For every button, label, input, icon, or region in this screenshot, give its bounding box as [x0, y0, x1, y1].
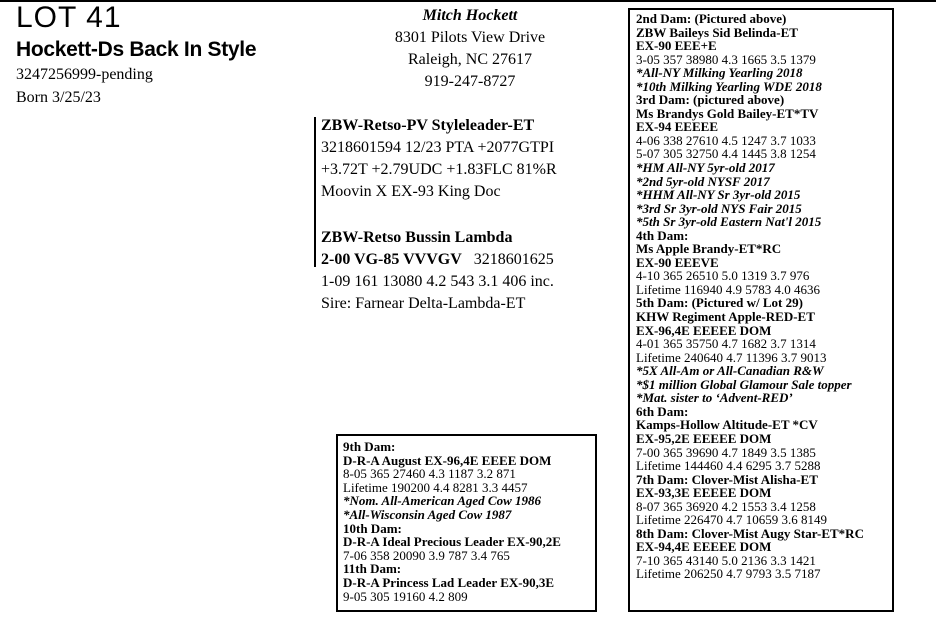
- dam-classification-line: [321, 249, 621, 271]
- pedigree-line: 9th Dam:: [343, 439, 396, 454]
- pedigree-line: 11th Dam:: [343, 561, 402, 577]
- pedigree-line: 7-06 358 20090 3.9 787 3.4 765: [343, 547, 510, 563]
- consignor-phone: 919-247-8727: [424, 73, 516, 90]
- top-rule: [0, 0, 936, 2]
- pedigree-line: *HM All-NY 5yr-old 2017: [636, 160, 775, 176]
- sire-pedigree-line: Moovin X EX-93 King Doc: [321, 183, 501, 200]
- pedigree-line: *Nom. All-American Aged Cow 1986: [343, 493, 542, 509]
- pedigree-line: 2nd Dam: (Pictured above): [636, 11, 787, 26]
- pedigree-line: *Mat. sister to ‘Advent-RED’: [636, 390, 793, 406]
- pedigree-line: 9-05 305 19160 4.2 809: [343, 588, 468, 604]
- dam-record: 1-09 161 13080 4.2 543 3.1 406 inc.: [321, 273, 554, 290]
- pedigree-line: 8th Dam: Clover-Mist Augy Star-ET*RC: [636, 525, 864, 541]
- pedigree-line: 6th Dam:: [636, 403, 689, 419]
- dam-sire: Sire: Farnear Delta-Lambda-ET: [321, 295, 526, 312]
- dam-name: ZBW-Retso Bussin Lambda: [321, 229, 513, 246]
- pedigree-line: D-R-A Ideal Precious Leader EX-90,2E: [343, 534, 561, 550]
- sire-block: [321, 115, 621, 203]
- pedigree-line: EX-95,2E EEEEE DOM: [636, 430, 772, 446]
- pedigree-line: *$1 million Global Glamour Sale topper: [636, 376, 852, 392]
- pedigree-line: 4th Dam:: [636, 227, 689, 243]
- consignor-name: Mitch Hockett: [422, 7, 518, 24]
- pedigree-line: 3-05 357 38980 4.3 1665 3.5 1379: [636, 51, 816, 67]
- registration-number: 3247256999-pending: [16, 66, 153, 83]
- pedigree-line: 7-10 365 43140 5.0 2136 3.3 1421: [636, 552, 816, 568]
- pedigree-line: Kamps-Hollow Altitude-ET *CV: [636, 417, 818, 433]
- pedigree-line: *5X All-Am or All-Canadian R&W: [636, 363, 824, 379]
- dam-registration: 3218601625: [473, 251, 554, 268]
- animal-name: Hockett-Ds Back In Style: [16, 38, 257, 61]
- pedigree-line: Ms Apple Brandy-ET*RC: [636, 241, 782, 257]
- pedigree-line: 8-07 365 36920 4.2 1553 3.4 1258: [636, 498, 816, 514]
- pedigree-line: Ms Brandys Gold Bailey-ET*TV: [636, 105, 819, 121]
- pedigree-line: Lifetime 144460 4.4 6295 3.7 5288: [636, 458, 821, 474]
- birth-date: Born 3/25/23: [16, 89, 101, 106]
- pedigree-line: *5th Sr 3yr-old Eastern Nat'l 2015: [636, 214, 822, 230]
- dam-block: [321, 227, 621, 315]
- consignor-city: Raleigh, NC 27617: [408, 51, 532, 68]
- pedigree-line: EX-94,4E EEEEE DOM: [636, 539, 772, 555]
- sire-traits-line: +3.72T +2.79UDC +1.83FLC 81%R: [321, 161, 557, 178]
- sire-name: ZBW-Retso-PV Styleleader-ET: [321, 117, 535, 134]
- pedigree-line: 4-01 365 35750 4.7 1682 3.7 1314: [636, 336, 816, 352]
- pedigree-line: 7th Dam: Clover-Mist Alisha-ET: [636, 471, 818, 487]
- dam-classification: 2-00 VG-85 VVVGV: [321, 251, 462, 268]
- pedigree-line: 8-05 365 27460 4.3 1187 3.2 871: [343, 466, 516, 482]
- pedigree-line: EX-96,4E EEEEE DOM: [636, 322, 772, 338]
- sire-pta-line: 3218601594 12/23 PTA +2077GTPI: [321, 139, 555, 156]
- pedigree-line: EX-94 EEEEE: [636, 119, 718, 135]
- pedigree-line: D-R-A Princess Lad Leader EX-90,3E: [343, 574, 555, 590]
- pedigree-line: *10th Milking Yearling WDE 2018: [636, 78, 822, 94]
- pedigree-line: Lifetime 116940 4.9 5783 4.0 4636: [636, 281, 821, 297]
- pedigree-line: *All-Wisconsin Aged Cow 1987: [343, 506, 512, 522]
- pedigree-line: Lifetime 190200 4.4 8281 3.3 4457: [343, 479, 528, 495]
- lot-number: LOT 41: [16, 1, 122, 34]
- pedigree-line: *HHM All-NY Sr 3yr-old 2015: [636, 187, 801, 203]
- lower-pedigree-box: [336, 434, 597, 612]
- pedigree-line: *All-NY Milking Yearling 2018: [636, 65, 803, 81]
- pedigree-box: [628, 8, 894, 612]
- pedigree-bracket-rule: [314, 117, 316, 267]
- pedigree-line: Lifetime 206250 4.7 9793 3.5 7187: [636, 566, 821, 582]
- pedigree-line: KHW Regiment Apple-RED-ET: [636, 309, 815, 325]
- pedigree-line: ZBW Baileys Sid Belinda-ET: [636, 24, 798, 40]
- pedigree-line: 4-06 338 27610 4.5 1247 3.7 1033: [636, 132, 816, 148]
- pedigree-line: 10th Dam:: [343, 520, 402, 536]
- pedigree-line: 4-10 365 26510 5.0 1319 3.7 976: [636, 268, 810, 284]
- consignor-block: [370, 5, 570, 93]
- pedigree-line: 3rd Dam: (pictured above): [636, 92, 785, 108]
- pedigree-line: Lifetime 240640 4.7 11396 3.7 9013: [636, 349, 827, 365]
- consignor-street: 8301 Pilots View Drive: [394, 29, 546, 46]
- pedigree-line: EX-90 EEEVE: [636, 254, 719, 270]
- pedigree-line: 5-07 305 32750 4.4 1445 3.8 1254: [636, 146, 816, 162]
- pedigree-line: *2nd 5yr-old NYSF 2017: [636, 173, 770, 189]
- pedigree-line: EX-90 EEE+E: [636, 38, 717, 54]
- pedigree-line: EX-93,3E EEEEE DOM: [636, 485, 772, 501]
- pedigree-line: *3rd Sr 3yr-old NYS Fair 2015: [636, 200, 802, 216]
- pedigree-line: D-R-A August EX-96,4E EEEE DOM: [343, 452, 552, 468]
- pedigree-line: 5th Dam: (Pictured w/ Lot 29): [636, 295, 803, 311]
- pedigree-line: Lifetime 226470 4.7 10659 3.6 8149: [636, 512, 828, 528]
- pedigree-line: 7-00 365 39690 4.7 1849 3.5 1385: [636, 444, 816, 460]
